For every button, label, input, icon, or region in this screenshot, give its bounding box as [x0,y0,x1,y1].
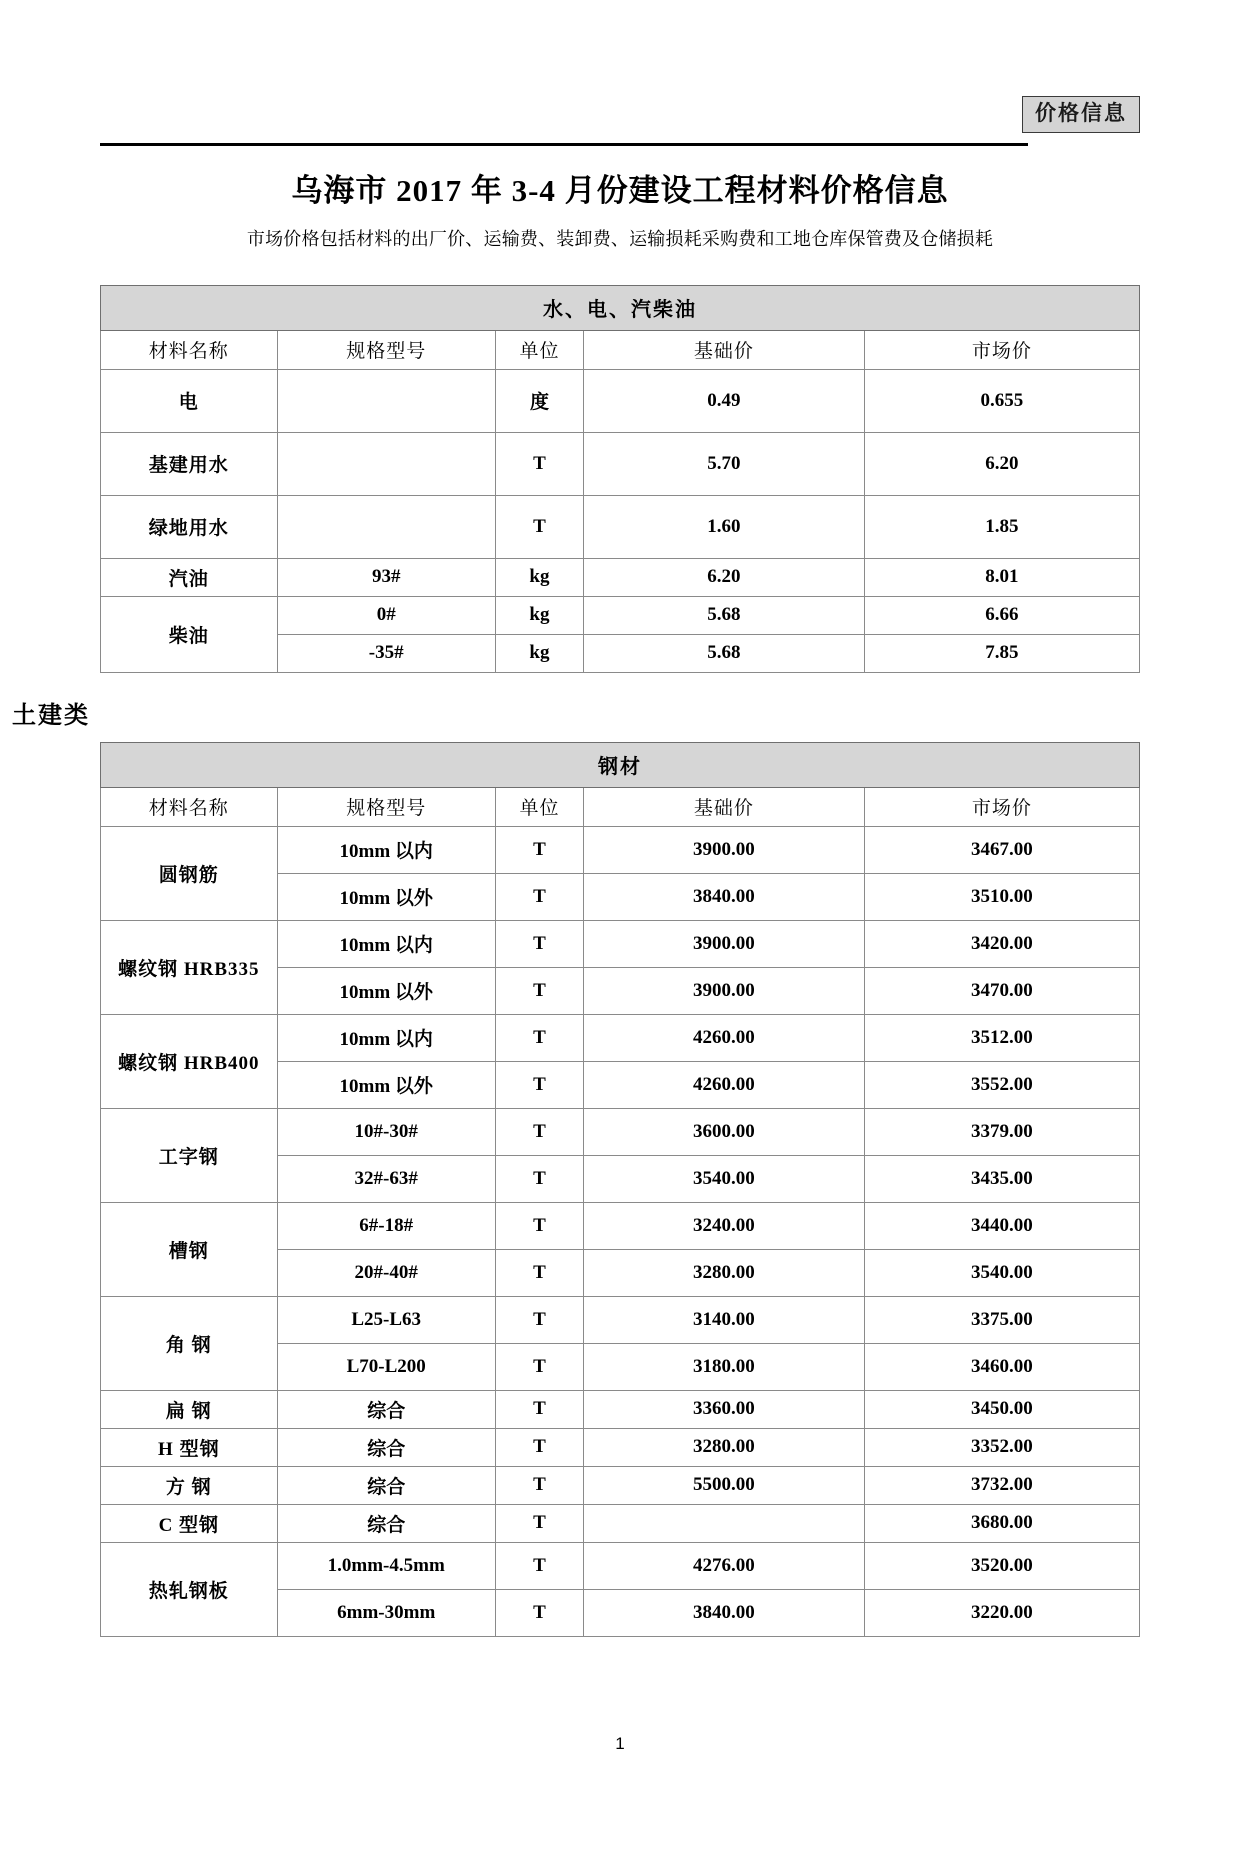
cell-material-name: 电 [101,369,278,432]
table-row [101,1014,1140,1061]
steel-table-wrapper [100,742,1140,1637]
cell-market: 3375.00 [864,1296,1139,1343]
cell-market: 3470.00 [864,967,1139,1014]
table-header-row [101,330,1140,369]
cell-spec: 6#-18# [277,1202,495,1249]
cell-market: 3732.00 [864,1466,1139,1504]
table-row [101,558,1140,596]
cell-market: 6.20 [864,432,1139,495]
cell-spec [277,495,495,558]
cell-base: 4260.00 [584,1061,865,1108]
cell-base: 3840.00 [584,1589,865,1636]
cell-spec: 10mm 以内 [277,920,495,967]
column-header-name: 材料名称 [101,787,278,826]
cell-spec: L25-L63 [277,1296,495,1343]
cell-unit: T [495,1155,583,1202]
cell-spec: 10mm 以外 [277,1061,495,1108]
cell-base: 3900.00 [584,920,865,967]
table-group-title: 水、电、汽柴油 [101,285,1140,330]
cell-market: 3520.00 [864,1542,1139,1589]
cell-unit: T [495,1249,583,1296]
column-header-name: 材料名称 [101,330,278,369]
cell-unit: kg [495,634,583,672]
cell-spec: 综合 [277,1390,495,1428]
document-page [0,96,1240,1849]
utilities-table-wrapper [100,285,1140,673]
table-row [101,1202,1140,1249]
cell-market: 3512.00 [864,1014,1139,1061]
cell-material-name: 扁 钢 [101,1390,278,1428]
cell-market: 8.01 [864,558,1139,596]
cell-spec [277,432,495,495]
cell-unit: 度 [495,369,583,432]
cell-spec: L70-L200 [277,1343,495,1390]
cell-unit: T [495,920,583,967]
cell-base: 3180.00 [584,1343,865,1390]
cell-spec: 10mm 以外 [277,873,495,920]
cell-market: 3435.00 [864,1155,1139,1202]
cell-market: 3420.00 [864,920,1139,967]
cell-base: 3360.00 [584,1390,865,1428]
cell-market: 3552.00 [864,1061,1139,1108]
header-rule [100,143,1028,146]
cell-spec: 1.0mm-4.5mm [277,1542,495,1589]
cell-base: 4260.00 [584,1014,865,1061]
cell-base: 5.70 [584,432,865,495]
column-header-marketprice: 市场价 [864,330,1139,369]
table-row [101,369,1140,432]
page-number: 1 [615,1734,625,1753]
table-row [101,1428,1140,1466]
cell-unit: T [495,1390,583,1428]
column-header-unit: 单位 [495,787,583,826]
cell-spec: -35# [277,634,495,672]
cell-market: 3460.00 [864,1343,1139,1390]
cell-base: 3900.00 [584,826,865,873]
cell-market: 3379.00 [864,1108,1139,1155]
cell-market: 3440.00 [864,1202,1139,1249]
cell-spec [277,369,495,432]
table-row [101,1390,1140,1428]
cell-base: 5500.00 [584,1466,865,1504]
cell-base: 4276.00 [584,1542,865,1589]
cell-spec: 综合 [277,1428,495,1466]
cell-market: 3510.00 [864,873,1139,920]
cell-unit: T [495,967,583,1014]
cell-spec: 32#-63# [277,1155,495,1202]
cell-unit: T [495,1202,583,1249]
cell-market: 3467.00 [864,826,1139,873]
cell-market: 1.85 [864,495,1139,558]
cell-unit: T [495,432,583,495]
table-header-row [101,787,1140,826]
cell-spec: 6mm-30mm [277,1589,495,1636]
table-row [101,920,1140,967]
page-title: 乌海市 2017 年 3-4 月份建设工程材料价格信息 [291,173,949,208]
cell-base: 3140.00 [584,1296,865,1343]
section-label-civil: 土建类 [12,702,90,729]
cell-material-name: 螺纹钢 HRB400 [101,1014,278,1108]
cell-spec: 20#-40# [277,1249,495,1296]
cell-material-name: 汽油 [101,558,278,596]
cell-base: 3280.00 [584,1249,865,1296]
cell-base: 1.60 [584,495,865,558]
cell-unit: T [495,1466,583,1504]
cell-material-name: 角 钢 [101,1296,278,1390]
cell-market: 3680.00 [864,1504,1139,1542]
cell-base: 6.20 [584,558,865,596]
cell-unit: T [495,1428,583,1466]
cell-market: 3540.00 [864,1249,1139,1296]
table-row [101,596,1140,634]
cell-material-name: C 型钢 [101,1504,278,1542]
cell-base: 3900.00 [584,967,865,1014]
table-group-title-row [101,285,1140,330]
price-info-badge: 价格信息 [1022,96,1140,133]
cell-spec: 10mm 以内 [277,826,495,873]
cell-material-name: 方 钢 [101,1466,278,1504]
cell-spec: 10mm 以内 [277,1014,495,1061]
table-row [101,1504,1140,1542]
cell-base: 5.68 [584,596,865,634]
table-row [101,1296,1140,1343]
cell-material-name: 基建用水 [101,432,278,495]
cell-market: 3450.00 [864,1390,1139,1428]
cell-unit: T [495,826,583,873]
cell-market: 7.85 [864,634,1139,672]
table-row [101,1466,1140,1504]
cell-unit: T [495,1108,583,1155]
cell-spec: 10mm 以外 [277,967,495,1014]
cell-unit: T [495,1014,583,1061]
cell-unit: T [495,1589,583,1636]
table-group-title: 钢材 [101,742,1140,787]
cell-spec: 综合 [277,1504,495,1542]
column-header-marketprice: 市场价 [864,787,1139,826]
utilities-price-table [100,285,1140,673]
cell-material-name: 柴油 [101,596,278,672]
cell-material-name: 工字钢 [101,1108,278,1202]
column-header-spec: 规格型号 [277,330,495,369]
cell-spec: 0# [277,596,495,634]
cell-spec: 93# [277,558,495,596]
cell-market: 3352.00 [864,1428,1139,1466]
cell-material-name: 绿地用水 [101,495,278,558]
cell-market: 0.655 [864,369,1139,432]
cell-spec: 综合 [277,1466,495,1504]
column-header-baseprice: 基础价 [584,330,865,369]
cell-base: 3240.00 [584,1202,865,1249]
page-subtitle: 市场价格包括材料的出厂价、运输费、装卸费、运输损耗采购费和工地仓库保管费及仓储损耗 [246,228,994,249]
cell-unit: T [495,495,583,558]
cell-base: 0.49 [584,369,865,432]
cell-base: 3280.00 [584,1428,865,1466]
cell-base: 3840.00 [584,873,865,920]
table-row [101,432,1140,495]
cell-base: 5.68 [584,634,865,672]
table-group-title-row [101,742,1140,787]
cell-unit: T [495,1296,583,1343]
cell-base: 3540.00 [584,1155,865,1202]
cell-material-name: 槽钢 [101,1202,278,1296]
cell-unit: T [495,1343,583,1390]
column-header-unit: 单位 [495,330,583,369]
cell-material-name: H 型钢 [101,1428,278,1466]
table-row [101,1542,1140,1589]
column-header-baseprice: 基础价 [584,787,865,826]
column-header-spec: 规格型号 [277,787,495,826]
steel-price-table [100,742,1140,1637]
cell-material-name: 热轧钢板 [101,1542,278,1636]
cell-market: 6.66 [864,596,1139,634]
table-row [101,826,1140,873]
cell-material-name: 螺纹钢 HRB335 [101,920,278,1014]
cell-base: 3600.00 [584,1108,865,1155]
cell-unit: T [495,1504,583,1542]
cell-market: 3220.00 [864,1589,1139,1636]
cell-unit: T [495,873,583,920]
cell-base [584,1504,865,1542]
cell-unit: T [495,1061,583,1108]
cell-unit: kg [495,596,583,634]
cell-spec: 10#-30# [277,1108,495,1155]
page-header [100,96,1140,154]
table-row [101,495,1140,558]
cell-unit: kg [495,558,583,596]
cell-unit: T [495,1542,583,1589]
table-row [101,1108,1140,1155]
cell-material-name: 圆钢筋 [101,826,278,920]
